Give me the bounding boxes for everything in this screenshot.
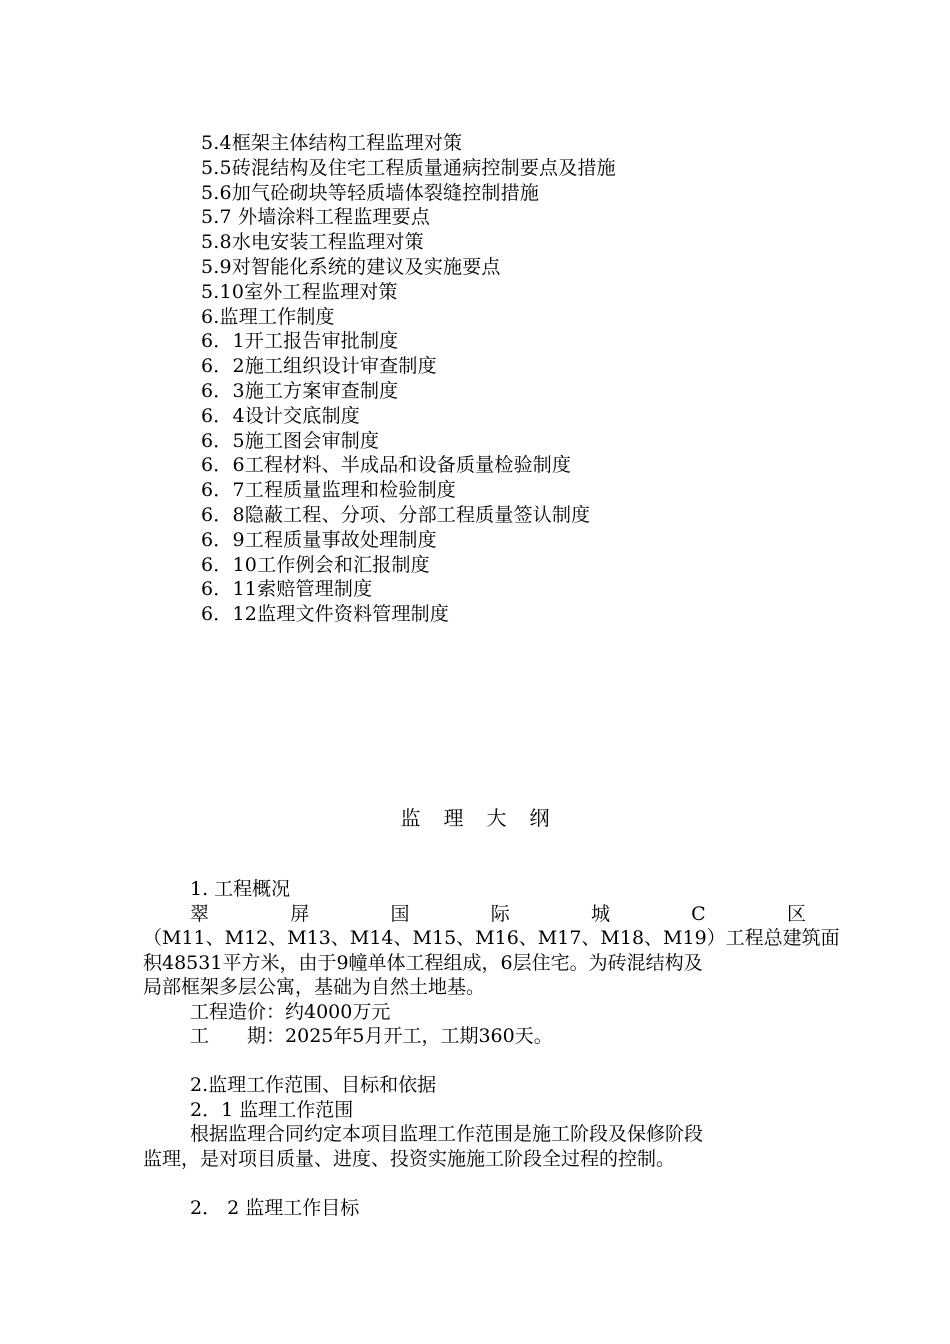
paragraph-line: 积48531平方米，由于9幢单体工程组成，6层住宅。为砖混结构及: [143, 951, 703, 974]
project-name-char: 际: [490, 902, 510, 925]
toc-item: 5.10室外工程监理对策: [201, 280, 398, 303]
toc-item: 6．1开工报告审批制度: [201, 330, 399, 353]
project-period-label: 工 期：: [190, 1025, 286, 1047]
toc-item: 6．4设计交底制度: [201, 404, 360, 427]
section-heading: 2.监理工作范围、目标和依据: [190, 1074, 437, 1096]
table-of-contents: [201, 131, 821, 627]
paragraph-line: 监理，是对项目质量、进度、投资实施施工阶段全过程的控制。: [143, 1147, 676, 1170]
toc-item: 6．9工程质量事故处理制度: [201, 528, 437, 551]
subsection-heading: 2． 2 监理工作目标: [190, 1196, 360, 1219]
toc-item: 6.监理工作制度: [201, 305, 335, 328]
project-cost: 工程造价：约4000万元: [190, 1000, 391, 1023]
toc-item: 5.4框架主体结构工程监理对策: [201, 132, 463, 154]
toc-item: 6．2施工组织设计审查制度: [201, 355, 437, 378]
toc-item: 5.6加气砼砌块等轻质墙体裂缝控制措施: [201, 181, 540, 204]
document-body: [143, 877, 840, 1220]
toc-item: 6．10工作例会和汇报制度: [201, 553, 430, 576]
section-heading: 1. 工程概况: [190, 878, 291, 900]
paragraph-line: 局部框架多层公寓，基础为自然土地基。: [143, 976, 486, 998]
project-name-char: 城: [590, 902, 610, 925]
toc-item: 6．6工程材料、半成品和设备质量检验制度: [201, 454, 572, 477]
document-title: 监理大纲: [400, 806, 573, 830]
toc-item: 5.5砖混结构及住宅工程质量通病控制要点及措施: [201, 156, 616, 179]
toc-item: 5.7 外墙涂料工程监理要点: [201, 206, 431, 229]
project-name-line: [143, 902, 806, 927]
project-name-char: 翠: [190, 902, 210, 925]
toc-item: 5.9对智能化系统的建议及实施要点: [201, 255, 501, 278]
toc-item: 6．12监理文件资料管理制度: [201, 603, 450, 626]
paragraph-line: （M11、M12、M13、M14、M15、M16、M17、M18、M19）工程总建筑面: [143, 927, 840, 949]
toc-item: 5.8水电安装工程监理对策: [201, 231, 424, 254]
toc-item: 6．7工程质量监理和检验制度: [201, 479, 456, 502]
subsection-heading: 2．1 监理工作范围: [190, 1098, 354, 1121]
project-period-value: 2025年5月开工，工期360天。: [285, 1025, 553, 1047]
toc-item: 6．5施工图会审制度: [201, 429, 380, 452]
project-name-char: C: [691, 902, 706, 925]
toc-item: 6．11索赔管理制度: [201, 578, 373, 601]
toc-item: 6．3施工方案审查制度: [201, 379, 399, 402]
project-name-char: 国: [390, 902, 410, 925]
toc-item: 6．8隐蔽工程、分项、分部工程质量签认制度: [201, 503, 591, 526]
paragraph-line: 根据监理合同约定本项目监理工作范围是施工阶段及保修阶段: [190, 1123, 704, 1145]
project-period: [143, 1024, 806, 1049]
project-name-char: 区: [786, 902, 806, 925]
project-name-char: 屏: [290, 902, 310, 925]
